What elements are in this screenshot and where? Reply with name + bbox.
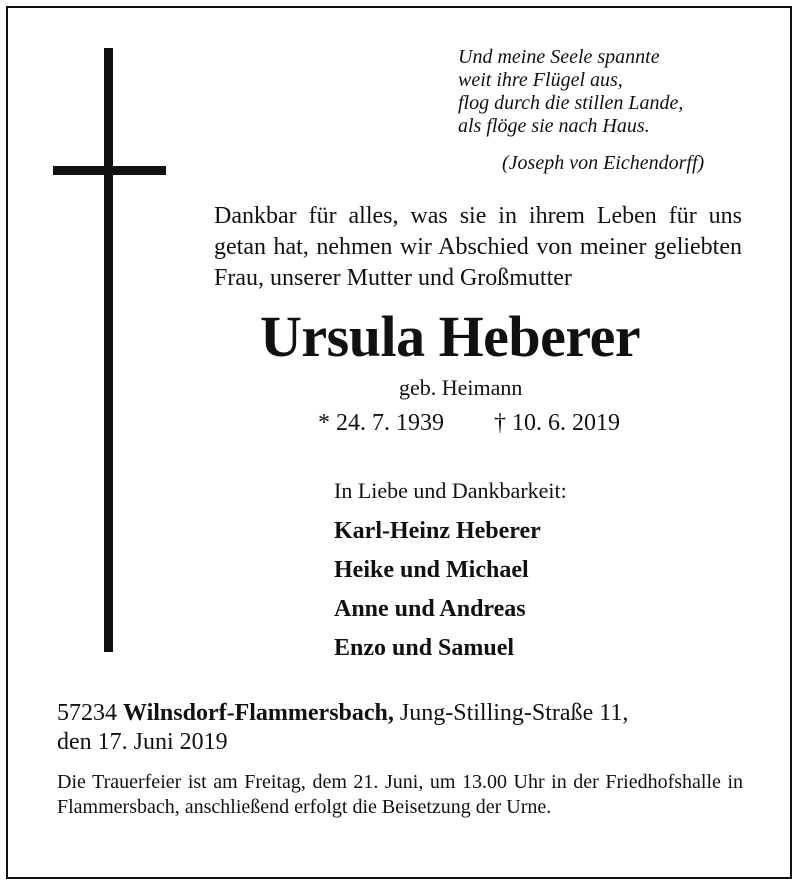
poem-line: Und meine Seele spannte [458,46,660,68]
death-date-line [494,410,620,437]
death-cross-icon: † [494,410,506,436]
poem-line: als flöge sie nach Haus. [458,115,650,137]
poem-quote [458,46,683,138]
poem-author: (Joseph von Eichendorff) [502,152,705,174]
birth-date: * 24. 7. 1939 [318,410,444,436]
address-town: Wilnsdorf-Flammersbach, [123,700,394,726]
cross-icon-vertical-bar [104,48,113,652]
death-date: 10. 6. 2019 [512,410,620,436]
deceased-name: Ursula Heberer [260,304,641,369]
address-line [57,699,628,728]
mourner-name: Enzo und Samuel [334,635,515,661]
mourners-list [334,512,541,668]
mourner-name: Anne und Andreas [334,596,526,622]
address-zip: 57234 [57,700,117,726]
maiden-name: geb. Heimann [399,375,523,400]
mourner-name: Karl-Heinz Heberer [334,518,541,544]
address-street: Jung-Stilling-Straße 11, [399,700,629,726]
poem-line: flog durch die stillen Lande, [458,92,684,114]
cross-icon-horizontal-bar [53,166,166,175]
funeral-notice: Die Trauerfeier ist am Freitag, dem 21. Juni, um 13.00 Uhr in der Friedhofshalle in Flammersbach, anschließend erfolgt die Beisetzung der Urne. [57,771,743,818]
address-block [57,699,628,757]
poem-line: weit ihre Flügel aus, [458,69,623,91]
intro-text: Dankbar für alles, was sie in ihrem Leben für uns getan hat, nehmen wir Abschied von meiner geliebten Frau, unserer Mutter und Großmutter [214,203,742,291]
mourner-name: Heike und Michael [334,557,529,583]
mourners-intro: In Liebe und Dankbarkeit: [334,478,567,503]
address-date: den 17. Juni 2019 [57,729,228,755]
